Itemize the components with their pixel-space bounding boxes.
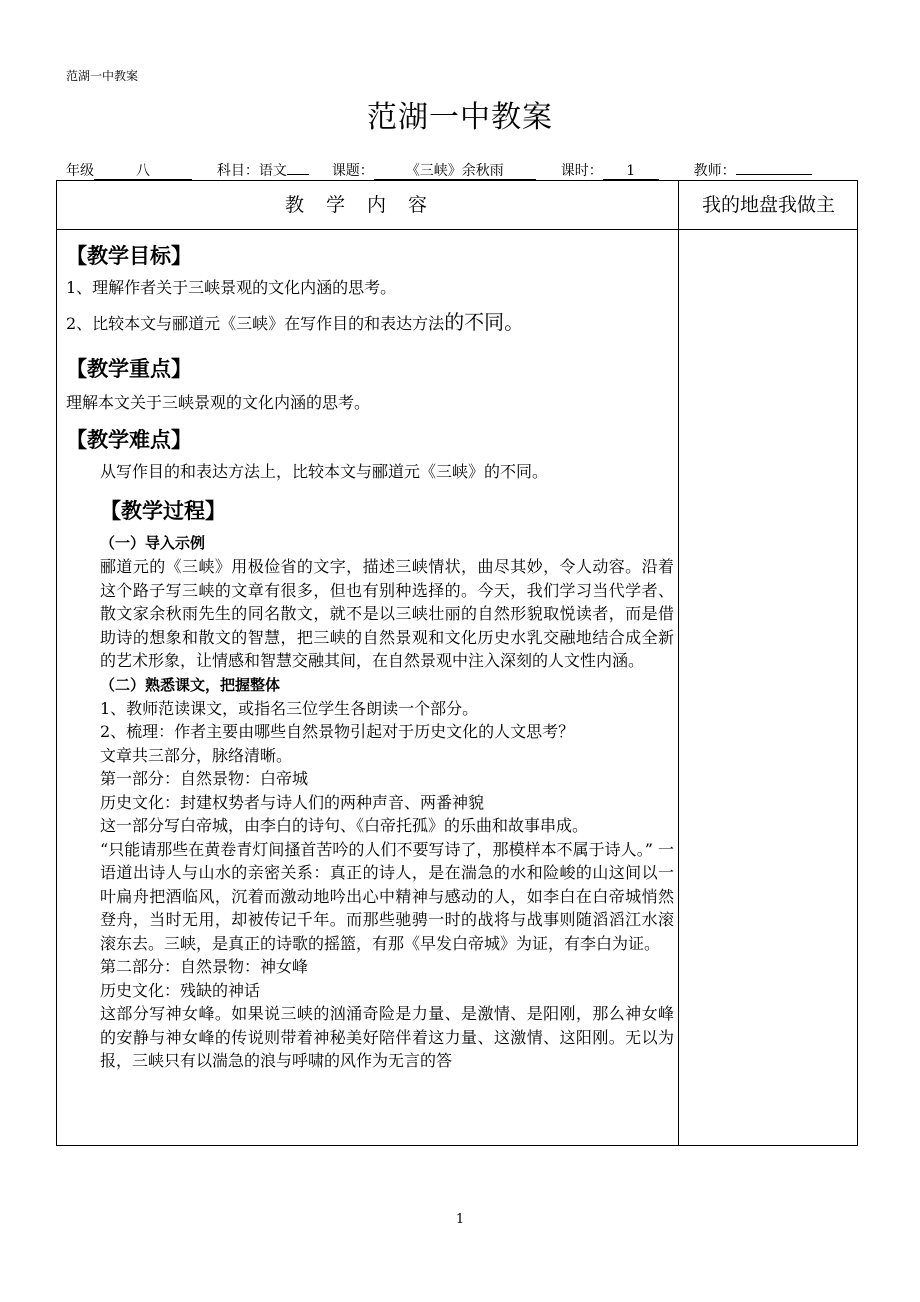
- teacher-value: [736, 174, 812, 175]
- page-number: 1: [455, 1212, 465, 1227]
- column-divider: [678, 180, 679, 1146]
- s2-line5: 历史文化：封建权势者与诗人们的两种声音、两番神貌: [100, 792, 485, 812]
- teacher-label: 教师：: [693, 163, 736, 179]
- period-value: 1: [603, 164, 659, 180]
- topic-label: 课题：: [331, 163, 374, 179]
- page-title: 范湖一中教案: [367, 100, 553, 135]
- s2-line3: 文章共三部分，脉络清晰。: [100, 745, 293, 765]
- goal-1: 1、理解作者关于三峡景观的文化内涵的思考。: [66, 278, 397, 297]
- period-label: 课时：: [560, 163, 603, 179]
- s2-para2: 这部分写神女峰。如果说三峡的汹涌奇险是力量、是激情、是阳刚，那么神女峰的安静与神女峰的传说则带着神秘美好陪伴着这力量、这激情、这阳刚。无以为报，三峡只有以湍急的浪与呼啸的风作为无言的答: [100, 1004, 674, 1070]
- s2-line7: 第二部分：自然景物：神女峰: [100, 957, 309, 976]
- subject-underline: [287, 174, 309, 175]
- header-school-name: 范湖一中教案: [66, 69, 139, 83]
- teaching-content-header: 教学内容: [284, 194, 449, 216]
- process-heading: 【教学过程】: [100, 499, 226, 523]
- difficult-text: 从写作目的和表达方法上，比较本文与郦道元《三峡》的不同。: [100, 462, 549, 481]
- s2-line6: 这一部分写白帝城，由李白的诗句、《白帝托孤》的乐曲和故事串成。: [100, 816, 589, 835]
- grade-value: 八: [94, 164, 192, 180]
- section1-text: 郦道元的《三峡》用极俭省的文字，描述三峡情状，曲尽其妙，令人动容。沿着这个路子写三峡的文章有很多，但也有别种选择的。今天，我们学习当代学者、散文家余秋雨先生的同名散文，就不是以三峡壮丽的自然形貌取悦读者，而是借助诗的想象和散文的智慧，把三峡的自然景观和文化历史水乳交融地结合成全新的艺术形象，让情感和智慧交融其间，在自然景观中注入深刻的人文性内涵。: [100, 557, 674, 670]
- notes-column-header: 我的地盘我做主: [701, 194, 835, 216]
- difficult-heading: 【教学难点】: [66, 428, 192, 452]
- goal-2-text: 2、比较本文与郦道元《三峡》在写作目的和表达方法: [66, 314, 445, 333]
- s2-line4: 第一部分：自然景物：白帝城: [100, 769, 309, 788]
- topic-value: 《三峡》余秋雨: [374, 164, 536, 180]
- key-text: 理解本文关于三峡景观的文化内涵的思考。: [66, 393, 371, 412]
- s2-line1: 1、教师范读课文，或指名三位学生各朗读一个部分。: [100, 698, 479, 718]
- goal-2: [66, 311, 674, 335]
- section2-title: （二）熟悉课文，把握整体: [100, 675, 281, 694]
- goal-heading: 【教学目标】: [66, 244, 192, 268]
- key-heading: 【教学重点】: [66, 357, 192, 381]
- section1-title: （一）导入示例: [100, 534, 206, 552]
- grade-label: 年级: [66, 163, 94, 179]
- s2-line2: 2、梳理：作者主要由哪些自然景物引起对于历史文化的人文思考？: [100, 722, 575, 741]
- goal-2-emphasis: 的不同。: [444, 310, 525, 334]
- s2-line8: 历史文化：残缺的神话: [100, 980, 261, 1000]
- lesson-meta-row: [66, 160, 812, 180]
- teaching-content: [66, 236, 674, 1073]
- subject-label: 科目：语文: [216, 163, 287, 179]
- s2-para1: “只能请那些在黄卷青灯间搔首苦吟的人们不要写诗了，那模样本不属于诗人。” 一语道出诗人与山水的亲密关系：真正的诗人，是在湍急的水和险峻的山这间以一叶扁舟把酒临风，沉着而激动地吟出心中精神与感动的人，如李白在白帝城悄然登舟，当时无用，却被传记千年。而那些驰骋一时的战将与战事则随滔滔江水滚滚东去。三峡，是真正的诗歌的摇篮，有那《早发白帝城》为证，有李白为证。: [100, 839, 674, 953]
